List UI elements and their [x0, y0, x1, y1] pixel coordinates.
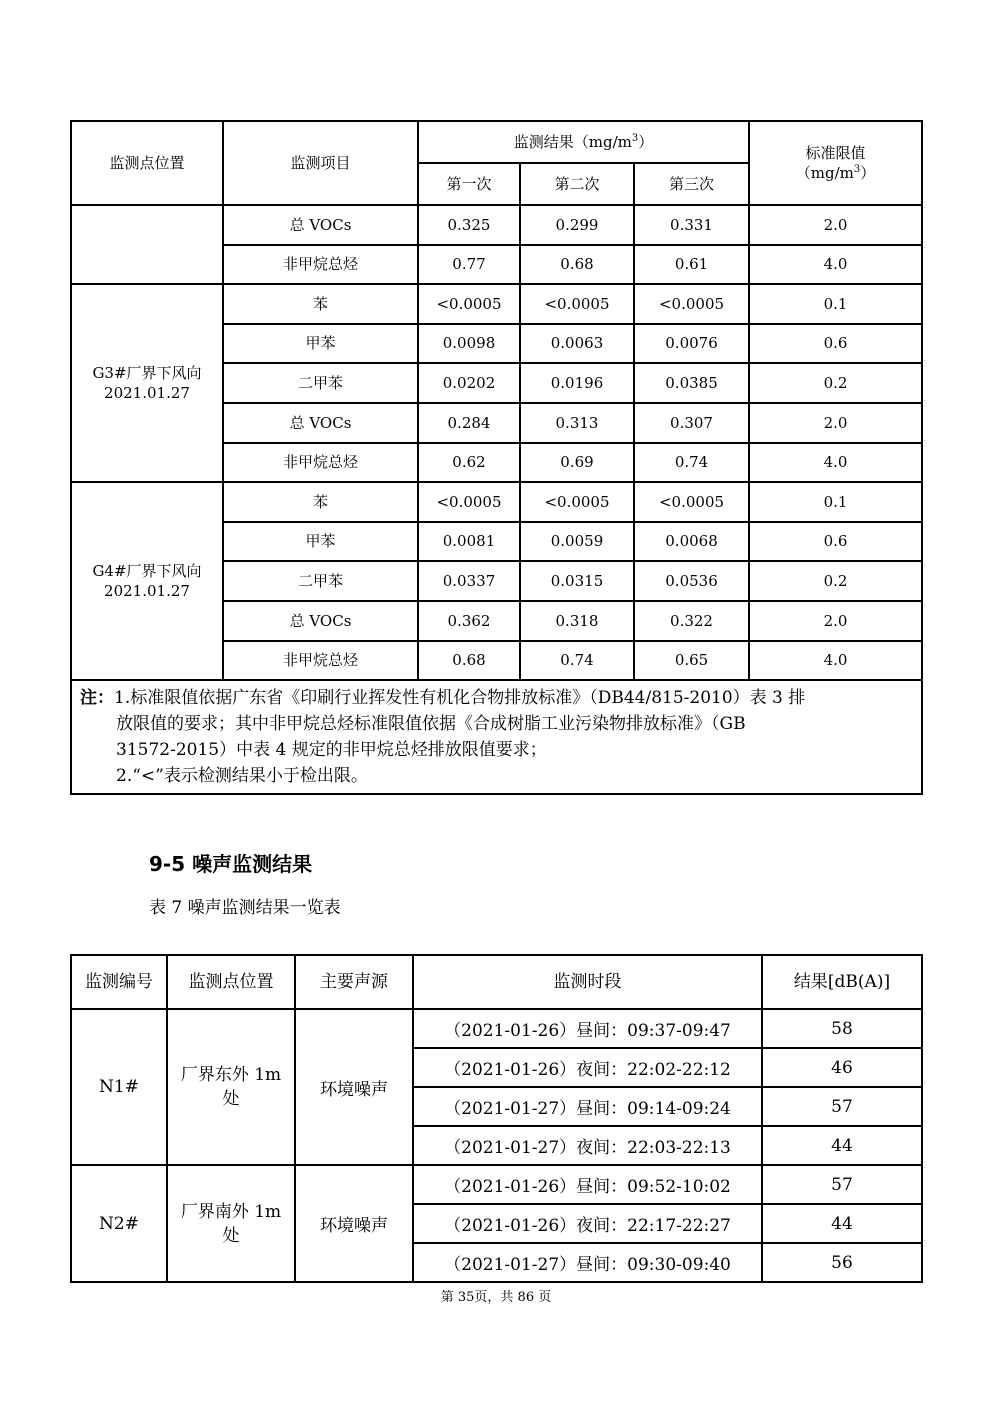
- result-cell: 0.0337: [418, 561, 520, 601]
- note-line-4: 2.“<”表示检测结果小于检出限。: [116, 766, 368, 787]
- location-cell: 厂界南外 1m 处: [167, 1165, 295, 1282]
- header-source: 主要声源: [295, 955, 413, 1009]
- result-cell: 0.62: [418, 443, 520, 483]
- result-cell: <0.0005: [418, 284, 520, 324]
- note-line-3: 31572-2015）中表 4 规定的非甲烷总烃排放限值要求；: [116, 740, 547, 761]
- result-cell: 0.0385: [634, 363, 749, 403]
- item-cell: 甲苯: [223, 522, 418, 562]
- result-cell: 0.61: [634, 245, 749, 285]
- location-cell-empty: [71, 205, 223, 284]
- header-id: 监测编号: [71, 955, 167, 1009]
- note-label: 注：: [80, 688, 114, 709]
- period-cell: （2021-01-26）夜间：22:02-22:12: [413, 1048, 762, 1087]
- limit-cell: 4.0: [749, 245, 922, 285]
- item-cell: 总 VOCs: [223, 403, 418, 443]
- header-limit: 标准限值 $(mg/m^3)$: [749, 121, 922, 205]
- item-cell: 总 VOCs: [223, 205, 418, 245]
- result-cell: 0.322: [634, 601, 749, 641]
- item-cell: 二甲苯: [223, 363, 418, 403]
- result-cell: 0.0068: [634, 522, 749, 562]
- result-cell: 0.0081: [418, 522, 520, 562]
- header-result: 结果[dB(A)]: [762, 955, 922, 1009]
- table-row: [71, 1009, 922, 1048]
- source-cell: 环境噪声: [295, 1165, 413, 1282]
- period-cell: （2021-01-26）昼间：09:52-10:02: [413, 1165, 762, 1204]
- table-row: [71, 1165, 922, 1204]
- result-cell: 0.318: [520, 601, 634, 641]
- header-results: 监测结果$(mg/m^3)$: [418, 121, 749, 163]
- result-cell: 0.0536: [634, 561, 749, 601]
- result-cell: 0.74: [634, 443, 749, 483]
- result-cell: 0.0315: [520, 561, 634, 601]
- result-cell: 0.65: [634, 641, 749, 681]
- table-row: [71, 482, 922, 522]
- header-location: 监测点位置: [71, 121, 223, 205]
- result-cell: 44: [762, 1126, 922, 1165]
- period-cell: （2021-01-27）夜间：22:03-22:13: [413, 1126, 762, 1165]
- result-cell: 0.362: [418, 601, 520, 641]
- header-first: 第一次: [418, 163, 520, 205]
- result-cell: 0.0059: [520, 522, 634, 562]
- table-caption: 表 7 噪声监测结果一览表: [149, 898, 341, 918]
- limit-cell: 0.1: [749, 482, 922, 522]
- result-cell: 0.299: [520, 205, 634, 245]
- result-cell: <0.0005: [520, 284, 634, 324]
- result-cell: 0.307: [634, 403, 749, 443]
- result-cell: <0.0005: [634, 284, 749, 324]
- period-cell: （2021-01-26）夜间：22:17-22:27: [413, 1204, 762, 1243]
- item-cell: 非甲烷总烃: [223, 245, 418, 285]
- result-cell: 57: [762, 1087, 922, 1126]
- period-cell: （2021-01-26）昼间：09:37-09:47: [413, 1009, 762, 1048]
- limit-cell: 0.6: [749, 324, 922, 364]
- result-cell: 0.284: [418, 403, 520, 443]
- result-cell: 0.0196: [520, 363, 634, 403]
- source-cell: 环境噪声: [295, 1009, 413, 1165]
- limit-cell: 0.2: [749, 363, 922, 403]
- result-cell: 46: [762, 1048, 922, 1087]
- table-note: [71, 680, 922, 794]
- location-cell-g4: G4#厂界下风向 2021.01.27: [71, 482, 223, 680]
- result-cell: 0.325: [418, 205, 520, 245]
- result-cell: <0.0005: [418, 482, 520, 522]
- limit-cell: 0.2: [749, 561, 922, 601]
- period-cell: （2021-01-27）昼间：09:14-09:24: [413, 1087, 762, 1126]
- location-cell: 厂界东外 1m 处: [167, 1009, 295, 1165]
- item-cell: 苯: [223, 482, 418, 522]
- result-cell: 0.0076: [634, 324, 749, 364]
- header-period: 监测时段: [413, 955, 762, 1009]
- item-cell: 二甲苯: [223, 561, 418, 601]
- result-cell: 0.69: [520, 443, 634, 483]
- note-line-2: 放限值的要求；其中非甲烷总烃标准限值依据《合成树脂工业污染物排放标准》（GB: [116, 714, 746, 735]
- header-item: 监测项目: [223, 121, 418, 205]
- limit-cell: 4.0: [749, 443, 922, 483]
- header-location: 监测点位置: [167, 955, 295, 1009]
- result-cell: 0.0063: [520, 324, 634, 364]
- result-cell: 0.331: [634, 205, 749, 245]
- limit-cell: 2.0: [749, 205, 922, 245]
- item-cell: 非甲烷总烃: [223, 443, 418, 483]
- result-cell: 0.74: [520, 641, 634, 681]
- note-row: [71, 680, 922, 794]
- period-cell: （2021-01-27）昼间：09:30-09:40: [413, 1243, 762, 1282]
- result-cell: 56: [762, 1243, 922, 1282]
- item-cell: 甲苯: [223, 324, 418, 364]
- item-cell: 苯: [223, 284, 418, 324]
- id-cell: N2#: [71, 1165, 167, 1282]
- limit-cell: 0.6: [749, 522, 922, 562]
- item-cell: 非甲烷总烃: [223, 641, 418, 681]
- result-cell: 0.0202: [418, 363, 520, 403]
- result-cell: 44: [762, 1204, 922, 1243]
- section-heading: 9-5 噪声监测结果: [149, 852, 313, 876]
- note-line-1: 1.标准限值依据广东省《印刷行业挥发性有机化合物排放标准》（DB44/815-2010）表 3 排: [114, 688, 806, 709]
- id-cell: N1#: [71, 1009, 167, 1165]
- result-cell: <0.0005: [634, 482, 749, 522]
- noise-monitoring-table: [70, 954, 923, 1283]
- page-footer: 第 35页，共 86 页: [440, 1290, 552, 1305]
- header-second: 第二次: [520, 163, 634, 205]
- result-cell: <0.0005: [520, 482, 634, 522]
- header-third: 第三次: [634, 163, 749, 205]
- result-cell: 0.68: [418, 641, 520, 681]
- result-cell: 0.0098: [418, 324, 520, 364]
- air-monitoring-table: [70, 120, 923, 795]
- result-cell: 0.77: [418, 245, 520, 285]
- limit-cell: 0.1: [749, 284, 922, 324]
- location-cell-g3: G3#厂界下风向 2021.01.27: [71, 284, 223, 482]
- result-cell: 0.313: [520, 403, 634, 443]
- result-cell: 0.68: [520, 245, 634, 285]
- limit-cell: 4.0: [749, 641, 922, 681]
- limit-cell: 2.0: [749, 403, 922, 443]
- item-cell: 总 VOCs: [223, 601, 418, 641]
- limit-cell: 2.0: [749, 601, 922, 641]
- table-row: [71, 284, 922, 324]
- result-cell: 57: [762, 1165, 922, 1204]
- result-cell: 58: [762, 1009, 922, 1048]
- table-row: [71, 205, 922, 245]
